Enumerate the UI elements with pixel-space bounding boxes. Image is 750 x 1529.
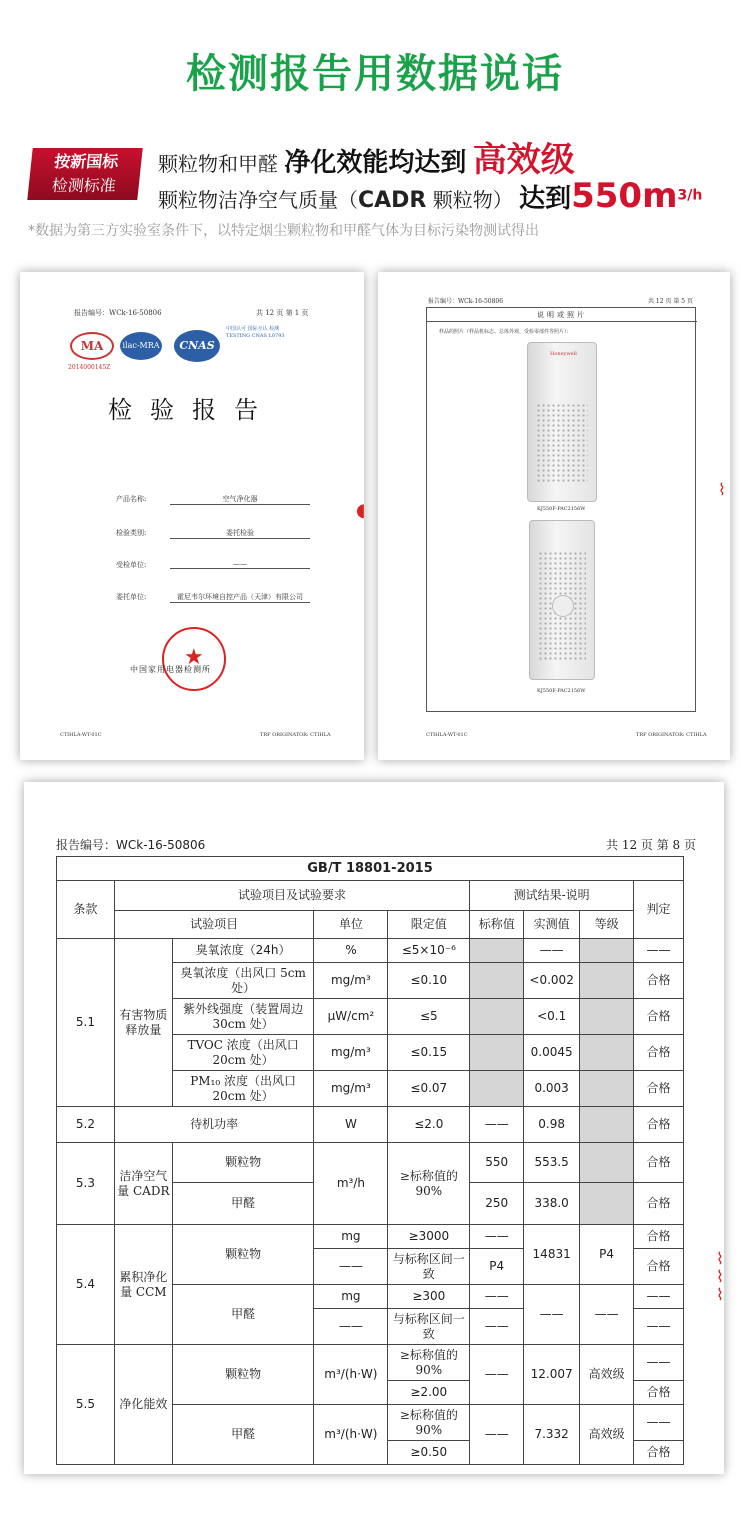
col-measured: 实测值	[524, 911, 580, 939]
purifier-photo-front	[527, 342, 597, 502]
unit-cell: m³/(h·W)	[314, 1405, 388, 1465]
headline-1	[158, 132, 575, 181]
judge-cell: ——	[634, 1345, 684, 1381]
report-number: 报告编号：WCk-16-50806	[56, 838, 206, 852]
table-row	[57, 1225, 684, 1249]
seal-fragment-icon: ◖	[356, 500, 366, 521]
grade-cell: P4	[580, 1225, 634, 1285]
measured-cell: <0.1	[524, 999, 580, 1035]
limit-cell: ≥标称值的 90%	[388, 1143, 470, 1225]
footer-right: TRF ORIGINATOR: CTIHLA	[260, 732, 331, 738]
grade-cell	[580, 963, 634, 999]
grade-cell	[580, 1143, 634, 1183]
unit-cell: μW/cm²	[314, 999, 388, 1035]
col-grade: 等级	[580, 911, 634, 939]
seal-fragment-icon: ⌇ ⌇ ⌇	[716, 1249, 724, 1304]
measured-cell: 0.003	[524, 1071, 580, 1107]
unit-cell: m³/h	[314, 1143, 388, 1225]
judge-cell: 合格	[634, 1107, 684, 1143]
measured-cell: 14831	[524, 1225, 580, 1285]
report-cover-page	[20, 272, 364, 760]
limit-cell: ≤0.15	[388, 1035, 470, 1071]
clause-cell: 5.2	[57, 1107, 115, 1143]
measured-cell: ——	[524, 939, 580, 963]
judge-cell: 合格	[634, 1143, 684, 1183]
item-cell: 甲醛	[172, 1285, 314, 1345]
grade-cell: 高效级	[580, 1345, 634, 1405]
measured-cell: 553.5	[524, 1143, 580, 1183]
photo-caption: KJ550F-PAC2156W	[537, 506, 586, 512]
page-number: 共 12 页 第 5 页	[648, 298, 693, 305]
footer-right: TRF ORIGINATOR: CTIHLA	[636, 732, 707, 738]
grade-cell	[580, 999, 634, 1035]
limit-cell: ≥2.00	[388, 1381, 470, 1405]
limit-cell: ≥3000	[388, 1225, 470, 1249]
standard-badge	[27, 148, 142, 200]
nominal-cell: ——	[470, 1309, 524, 1345]
field-client	[116, 592, 303, 602]
field-label: 产品名称:	[116, 495, 147, 503]
badge-line2: 检测标准	[50, 176, 117, 195]
grade-cell	[580, 1107, 634, 1143]
judge-cell: ——	[634, 1405, 684, 1441]
nominal-cell	[470, 1035, 524, 1071]
footer-left: CTIHLA-WT-01C	[426, 732, 468, 738]
col-unit: 单位	[314, 911, 388, 939]
unit-cell: m³/(h·W)	[314, 1345, 388, 1405]
star-icon: ★	[184, 645, 204, 670]
cma-logo: MA	[70, 332, 114, 360]
page-number: 共 12 页 第 1 页	[256, 309, 309, 317]
measured-cell: 0.0045	[524, 1035, 580, 1071]
measured-cell: 0.98	[524, 1107, 580, 1143]
limit-cell: ≤2.0	[388, 1107, 470, 1143]
cnas-logo: CNAS	[174, 330, 220, 362]
item-cell: 甲醛	[172, 1183, 314, 1225]
table-row	[57, 939, 684, 963]
measured-cell: 7.332	[524, 1405, 580, 1465]
nominal-cell	[470, 999, 524, 1035]
col-clause: 条款	[57, 881, 115, 939]
ilac-logo: ilac-MRA	[120, 332, 162, 360]
nominal-cell: ——	[470, 1345, 524, 1405]
section-name: 有害物质释放量	[114, 939, 172, 1107]
judge-cell: 合格	[634, 999, 684, 1035]
col-nominal: 标称值	[470, 911, 524, 939]
organization-name: 中国家用电器检测所	[130, 665, 211, 674]
measured-cell: 12.007	[524, 1345, 580, 1405]
badge-line1: 按新国标	[53, 152, 120, 171]
section-name: 净化能效	[114, 1345, 172, 1465]
judge-cell: 合格	[634, 1249, 684, 1285]
brand-label: Honeywell	[550, 351, 577, 357]
clause-cell: 5.5	[57, 1345, 115, 1465]
test-results-page	[24, 782, 724, 1474]
limit-cell: ≥标称值的 90%	[388, 1345, 470, 1381]
nominal-cell	[470, 963, 524, 999]
headline-2e: 550m	[571, 176, 678, 216]
unit-cell: ——	[314, 1309, 388, 1345]
unit-cell: mg	[314, 1225, 388, 1249]
photo-frame	[426, 307, 696, 712]
limit-cell: ≥300	[388, 1285, 470, 1309]
cma-number: 2014000145Z	[68, 364, 111, 371]
field-value: 霍尼韦尔环境自控产品（天津）有限公司	[170, 592, 310, 603]
judge-cell: ——	[634, 1285, 684, 1309]
photo-description: 样品的照片（样品机标志、总体外观、受检零部件等照片）：	[439, 329, 572, 335]
judge-cell: 合格	[634, 963, 684, 999]
limit-cell: ≤5	[388, 999, 470, 1035]
nominal-cell: 250	[470, 1183, 524, 1225]
col-item: 试验项目	[114, 911, 314, 939]
field-value: 委托检验	[170, 528, 310, 539]
judge-cell: 合格	[634, 1441, 684, 1465]
headline-1c: 高效级	[472, 140, 575, 180]
seal-fragment-icon: ⌇	[718, 480, 726, 499]
judge-cell: 合格	[634, 1225, 684, 1249]
limit-cell: 与标称区间一致	[388, 1249, 470, 1285]
col-judge: 判定	[634, 881, 684, 939]
footnote: *数据为第三方实验室条件下，以特定烟尘颗粒物和甲醛气体为目标污染物测试得出	[28, 223, 539, 239]
item-cell: 颗粒物	[172, 1345, 314, 1405]
clause-cell: 5.1	[57, 939, 115, 1107]
judge-cell: ——	[634, 1309, 684, 1345]
grade-cell: ——	[580, 1285, 634, 1345]
table-page-header	[56, 836, 696, 853]
unit-cell: mg/m³	[314, 963, 388, 999]
field-inspected	[116, 560, 247, 570]
grade-cell	[580, 1035, 634, 1071]
nominal-cell: ——	[470, 1285, 524, 1309]
col-limit: 限定值	[388, 911, 470, 939]
field-value: ——	[170, 560, 310, 569]
judge-cell: 合格	[634, 1381, 684, 1405]
vent-circle	[552, 595, 574, 617]
results-table	[56, 856, 684, 1465]
measured-cell: ——	[524, 1285, 580, 1345]
item-cell: 颗粒物	[172, 1225, 314, 1285]
unit-cell: W	[314, 1107, 388, 1143]
item-cell: 紫外线强度（装置周边 30cm 处）	[172, 999, 314, 1035]
headline-2-sup: 3/h	[677, 187, 703, 204]
report-title: 检验报告	[108, 396, 276, 424]
headline-1a: 颗粒物和甲醛	[158, 152, 278, 176]
grade-cell: 高效级	[580, 1405, 634, 1465]
nominal-cell	[470, 939, 524, 963]
grille-pattern	[536, 403, 588, 483]
item-cell: 臭氧浓度（出风口 5cm 处）	[172, 963, 314, 999]
headline-1b: 净化效能均达到	[284, 148, 467, 178]
unit-cell: %	[314, 939, 388, 963]
limit-cell: ≤5×10⁻⁶	[388, 939, 470, 963]
judge-cell: 合格	[634, 1035, 684, 1071]
measured-cell: <0.002	[524, 963, 580, 999]
purifier-photo-back	[529, 520, 595, 680]
item-cell: TVOC 浓度（出风口 20cm 处）	[172, 1035, 314, 1071]
item-cell: PM₁₀ 浓度（出风口 20cm 处）	[172, 1071, 314, 1107]
nominal-cell: P4	[470, 1249, 524, 1285]
item-cell: 甲醛	[172, 1405, 314, 1465]
grade-cell	[580, 1071, 634, 1107]
field-category	[116, 528, 254, 538]
judge-cell: ——	[634, 939, 684, 963]
limit-cell: ≤0.07	[388, 1071, 470, 1107]
limit-cell: 与标称区间一致	[388, 1309, 470, 1345]
unit-cell: ——	[314, 1249, 388, 1285]
headline-2	[158, 176, 702, 216]
page-number: 共 12 页 第 8 页	[606, 838, 696, 852]
col-items: 试验项目及试验要求	[114, 881, 469, 911]
field-label: 委托单位:	[116, 593, 147, 601]
item-cell: 颗粒物	[172, 1143, 314, 1183]
page-title: 检测报告用数据说话	[186, 51, 564, 97]
section-name: 洁净空气量 CADR	[114, 1143, 172, 1225]
photo-caption: KJ550F-PAC2156W	[537, 688, 586, 694]
cnas-text: 中国认可 国际互认 检测 TESTING CNAS L0793	[226, 326, 285, 339]
item-cell: 待机功率	[114, 1107, 314, 1143]
clause-cell: 5.3	[57, 1143, 115, 1225]
nominal-cell: ——	[470, 1225, 524, 1249]
table-row	[57, 1345, 684, 1381]
grade-cell	[580, 1183, 634, 1225]
item-cell: 臭氧浓度（24h）	[172, 939, 314, 963]
section-header: 说明或照片	[427, 308, 697, 322]
nominal-cell	[470, 1071, 524, 1107]
headline-2c: 颗粒物）	[432, 188, 513, 212]
nominal-cell: ——	[470, 1405, 524, 1465]
grade-cell	[580, 939, 634, 963]
measured-cell: 338.0	[524, 1183, 580, 1225]
report-photo-page	[378, 272, 730, 760]
report-number: 报告编号：WCk-16-50806	[74, 309, 162, 317]
limit-cell: ≤0.10	[388, 963, 470, 999]
field-label: 受检单位:	[116, 561, 147, 569]
headline-2a: 颗粒物洁净空气质量（	[158, 188, 358, 212]
table-row	[57, 1107, 684, 1143]
field-label: 检验类别:	[116, 529, 147, 537]
clause-cell: 5.4	[57, 1225, 115, 1345]
unit-cell: mg	[314, 1285, 388, 1309]
section-name: 累积净化量 CCM	[114, 1225, 172, 1345]
judge-cell: 合格	[634, 1183, 684, 1225]
judge-cell: 合格	[634, 1071, 684, 1107]
footer-left: CTIHLA-WT-01C	[60, 732, 102, 738]
nominal-cell: 550	[470, 1143, 524, 1183]
report-number: 报告编号：WCk-16-50806	[428, 298, 504, 305]
field-value: 空气净化器	[170, 494, 310, 505]
col-results: 测试结果-说明	[470, 881, 634, 911]
standard-header: GB/T 18801-2015	[57, 857, 684, 881]
nominal-cell: ——	[470, 1107, 524, 1143]
headline-2d: 达到	[519, 184, 572, 214]
field-product	[116, 494, 258, 504]
headline-2b: CADR	[358, 188, 427, 213]
unit-cell: mg/m³	[314, 1071, 388, 1107]
limit-cell: ≥标称值的 90%	[388, 1405, 470, 1441]
table-row	[57, 1143, 684, 1183]
official-seal	[162, 627, 226, 691]
unit-cell: mg/m³	[314, 1035, 388, 1071]
limit-cell: ≥0.50	[388, 1441, 470, 1465]
